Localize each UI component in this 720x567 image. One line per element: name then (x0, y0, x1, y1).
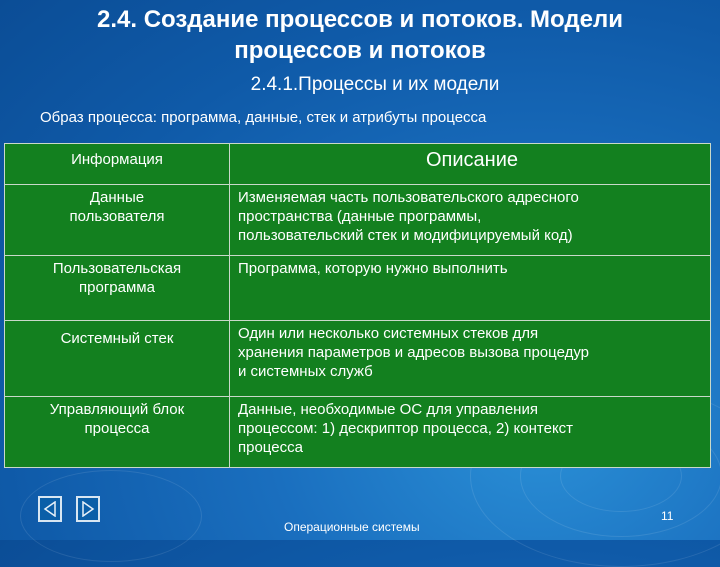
cell-info-line: пользователя (69, 208, 165, 225)
cell-desc-line: Программа, которую нужно выполнить (238, 260, 508, 277)
slide-subtitle: 2.4.1.Процессы и их модели (250, 74, 500, 95)
cell-desc-line: процессом: 1) дескриптор процесса, 2) контекст (238, 420, 574, 437)
cell-info-line: программа (79, 279, 155, 296)
table-row (5, 397, 711, 468)
cell-info-line: Системный стек (60, 330, 174, 347)
cell-description (230, 397, 711, 468)
table-row (5, 321, 711, 397)
cell-desc-line: и системных служб (238, 363, 373, 380)
cell-info (5, 397, 230, 468)
footer-text: Операционные системы (284, 520, 420, 534)
slide-title-line2: процессов и потоков (234, 37, 486, 64)
cell-description (230, 321, 711, 397)
slide-caption: Образ процесса: программа, данные, стек и атрибуты процесса (40, 109, 487, 126)
slide-title (0, 4, 720, 66)
header-description: Описание (230, 144, 711, 185)
cell-desc-line: пользовательский стек и модифицируемый код) (238, 227, 573, 244)
triangle-right-icon (81, 501, 95, 517)
cell-desc-line: Изменяемая часть пользовательского адресного (238, 189, 579, 206)
cell-desc-line: пространства (данные программы, (238, 208, 482, 225)
cell-info (5, 321, 230, 397)
header-info: Информация (5, 144, 230, 185)
cell-info-line: Пользовательская (52, 260, 182, 277)
cell-desc-line: процесса (238, 439, 303, 456)
triangle-left-icon (43, 501, 57, 517)
cell-desc-line: хранения параметров и адресов вызова процедур (238, 344, 590, 361)
prev-slide-button[interactable] (38, 496, 62, 522)
cell-desc-line: Данные, необходимые ОС для управления (238, 401, 538, 418)
table-row (5, 256, 711, 321)
cell-info (5, 256, 230, 321)
slide-title-line1: 2.4. Создание процессов и потоков. Модели (97, 6, 623, 33)
cell-description (230, 185, 711, 256)
process-image-table (4, 143, 711, 468)
table-row (5, 185, 711, 256)
cell-description (230, 256, 711, 321)
page-number: 11 (661, 509, 674, 523)
next-slide-button[interactable] (76, 496, 100, 522)
cell-info (5, 185, 230, 256)
cell-desc-line: Один или несколько системных стеков для (238, 325, 539, 342)
cell-info-line: Данные (89, 189, 145, 206)
cell-info-line: Управляющий блок (49, 401, 185, 418)
cell-info-line: процесса (84, 420, 150, 437)
table-header-row (5, 144, 711, 185)
